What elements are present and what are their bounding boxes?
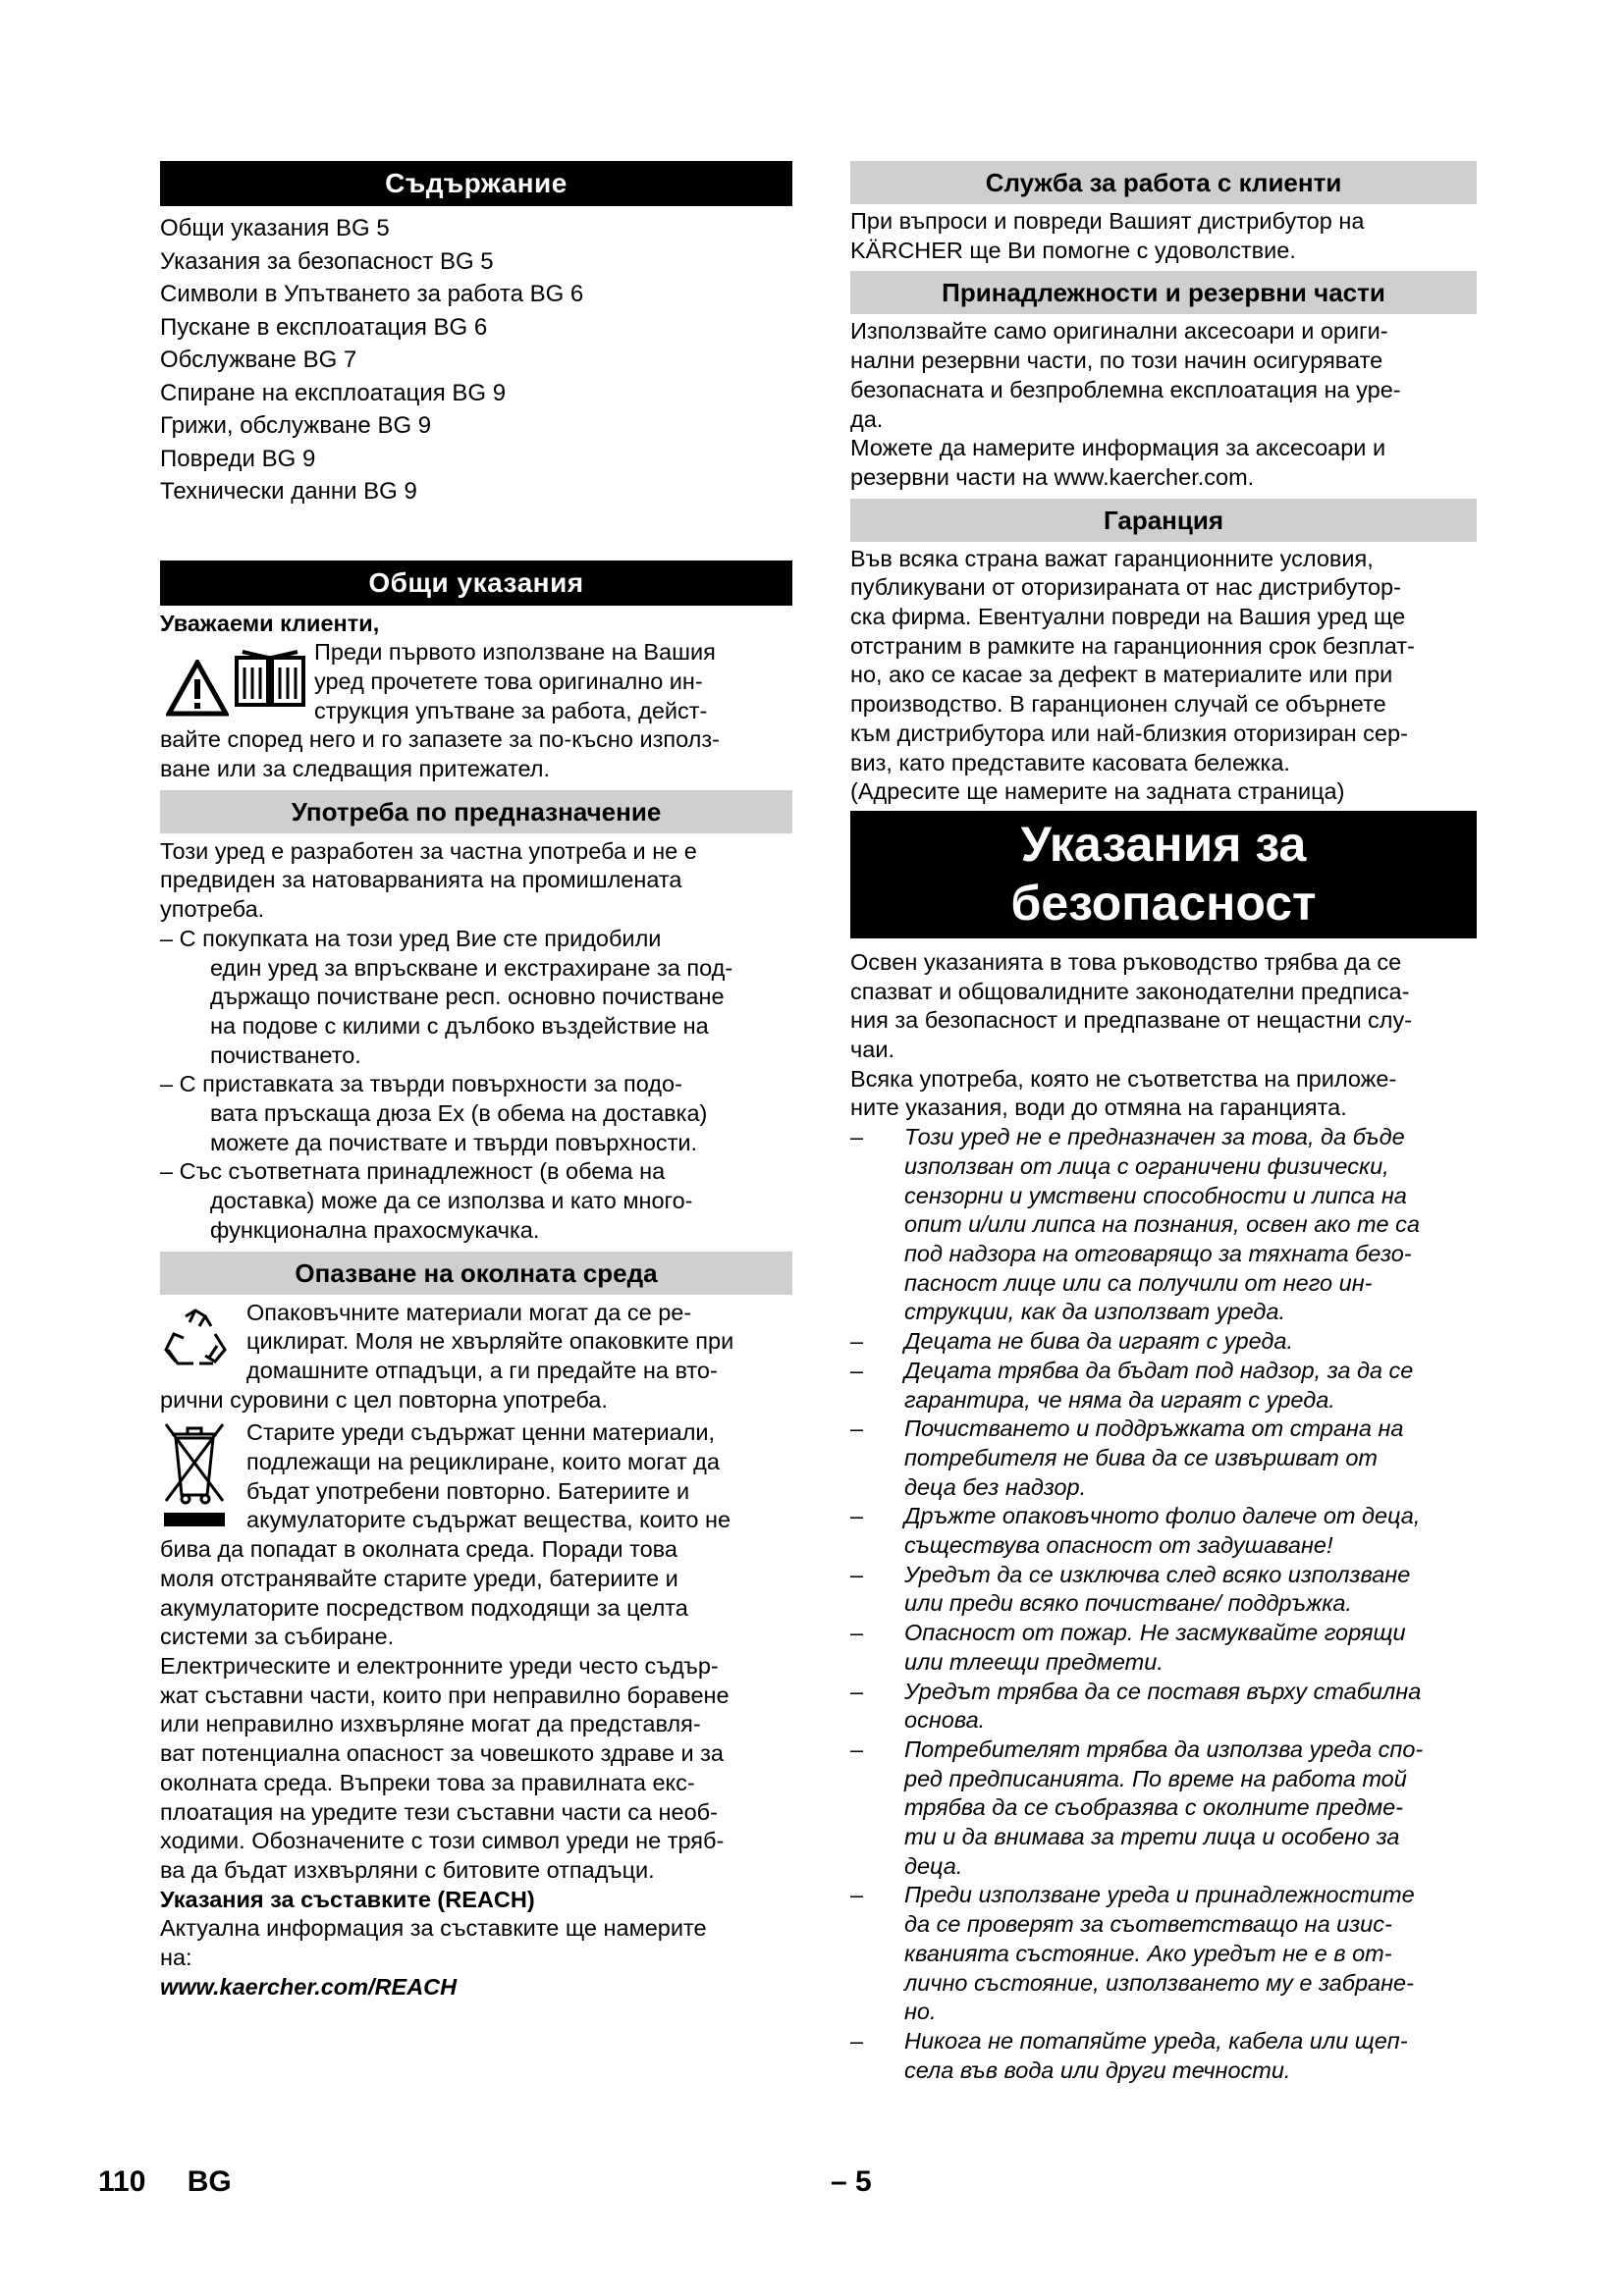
list-dash: – — [850, 1328, 864, 1355]
service-title: Служба за работа с клиенти — [850, 161, 1477, 204]
toc-item[interactable]: Технически данни BG 9 — [160, 478, 417, 505]
safety-item-line — [850, 1444, 1477, 1473]
safety-item-line — [850, 1940, 1477, 1969]
text-line: нални резервни части, по този начин осигурявате — [850, 347, 1383, 374]
toc-item[interactable]: Указания за безопасност BG 5 — [160, 247, 494, 275]
safety-title — [850, 811, 1477, 938]
intro-line: Преди първото използване на Вашия — [314, 639, 716, 666]
text-line: виз, като представите касовата бележка. — [850, 749, 1290, 775]
safety-item-line — [850, 1357, 1477, 1386]
text-line: на: — [160, 1945, 192, 1971]
text-line: Опаковъчните материали могат да се ре- — [246, 1299, 692, 1325]
list-dash: – — [850, 1678, 864, 1704]
language-code: BG — [187, 2165, 232, 2198]
safety-item-text: Уредът да се изключва след всяко използване — [904, 1561, 1411, 1587]
safety-item-text: лично състояние, използването му е забране- — [904, 1969, 1414, 1996]
safety-item-line — [850, 1735, 1477, 1765]
list-dash: – — [850, 1124, 864, 1150]
list-dash: – — [850, 1561, 864, 1587]
text-line: Старите уреди съдържат ценни материали, — [246, 1419, 716, 1446]
text-line: спазват и общовалидните законодателни предписа- — [850, 978, 1410, 1004]
toc-item[interactable]: Обслужване BG 7 — [160, 347, 357, 373]
text-line: жат съставни части, които при неправилно боравене — [160, 1682, 730, 1708]
safety-item-line — [850, 1123, 1477, 1152]
safety-item-text: Този уред не е предназначен за това, да бъде — [904, 1124, 1405, 1150]
text-line: Освен указанията в това ръководство трябва да се — [850, 948, 1402, 975]
safety-item-text: опит и/или липса на познания, освен ако те са — [904, 1211, 1420, 1238]
list-item: един уред за впръскване и екстрахиране за под- — [210, 954, 733, 981]
text-line: ват потенциална опасност за човешкото здраве и за — [160, 1740, 724, 1767]
safety-item-text: гарантира, че няма да играят с уреда. — [904, 1386, 1335, 1413]
manual-book-icon — [233, 648, 307, 711]
safety-item-line — [850, 2027, 1477, 2056]
text-line: безопасната и безпроблемна експлоатация на уре- — [850, 376, 1401, 402]
safety-item-text: да се проверят за съответстващо на изис- — [904, 1911, 1392, 1938]
safety-list — [850, 1123, 1477, 2085]
list-dash: – — [850, 1620, 864, 1646]
safety-item-text: Никога не потапяйте уреда, кабела или щеп- — [904, 2027, 1408, 2054]
safety-item-text: Потребителят трябва да използва уреда спо- — [904, 1735, 1424, 1762]
safety-item-text: сензорни и умствени способности и липса на — [904, 1182, 1407, 1208]
text-line: акумулаторите съдържат вещества, които не — [246, 1507, 731, 1533]
text-line: или неправилно изхвърляне могат да представля- — [160, 1711, 701, 1737]
safety-item-text: или тлеещи предмети. — [904, 1648, 1164, 1675]
text-line: околната среда. Въпреки това за правилната екс- — [160, 1769, 695, 1795]
text-line: резервни части на www.kaercher.com. — [850, 463, 1255, 490]
safety-item-line — [850, 1415, 1477, 1444]
text-line: Актуална информация за съставките ще намерите — [160, 1915, 707, 1942]
text-line: бива да попадат в околната среда. Поради това — [160, 1536, 677, 1563]
safety-item-text: съществува опасност от задушаване! — [904, 1532, 1333, 1559]
footer-page-center: – 5 — [831, 2165, 872, 2198]
safety-item-line — [850, 1269, 1477, 1299]
safety-item-text: Децата не бива да играят с уреда. — [904, 1328, 1294, 1355]
text-line: Всяка употреба, която не съответства на приложе- — [850, 1065, 1397, 1092]
safety-item-text: ред предписанията. По време на работа той — [904, 1765, 1407, 1791]
safety-item-text: Опасност от пожар. Не засмуквайте горящи — [904, 1620, 1406, 1646]
safety-item-text: използван от лица с ограничени физически, — [904, 1152, 1389, 1179]
safety-item-text: Уредът трябва да се поставя върху стабилна — [904, 1678, 1422, 1704]
left-column — [160, 161, 792, 2002]
text-line: KÄRCHER ще Ви помогне с удоволствие. — [850, 237, 1296, 263]
text-line: подлежащи на рециклиране, които могат да — [246, 1449, 720, 1475]
intro-line: вайте според него и го запазете за по-късно използ- — [160, 726, 720, 753]
list-item: почистването. — [210, 1041, 361, 1068]
safety-item-line — [850, 1182, 1477, 1211]
list-item: функционална прахосмукачка. — [210, 1216, 540, 1243]
toc-list — [160, 212, 792, 508]
text-line: употреба. — [160, 896, 265, 923]
safety-item-line — [850, 1648, 1477, 1678]
safety-item-text: кванията състояние. Ако уредът не е в от- — [904, 1940, 1392, 1966]
safety-item-line — [850, 1910, 1477, 1940]
safety-title-line: безопасност — [1010, 875, 1317, 931]
accessories-title: Принадлежности и резервни части — [850, 271, 1477, 314]
reach-link[interactable]: www.kaercher.com/REACH — [160, 1973, 458, 2000]
text-line: ска фирма. Евентуални повреди на Вашия уред ще — [850, 604, 1406, 630]
text-line: Електрическите и електронните уреди често съдър- — [160, 1653, 719, 1679]
safety-item-text: под надзора на отговарящо за тяхната безо- — [904, 1240, 1412, 1266]
text-line: публикувани от оторизираната от нас дистрибутор- — [850, 574, 1401, 601]
safety-item-line — [850, 1589, 1477, 1619]
footer-page-left — [98, 2165, 232, 2199]
safety-item-line — [850, 1240, 1477, 1269]
safety-item-text: Почистването и поддръжката от страна на — [904, 1415, 1404, 1442]
safety-item-text: деца без надзор. — [904, 1473, 1087, 1500]
intro-line: ване или за следващия притежател. — [160, 756, 550, 782]
text-line: (Адресите ще намерите на задната страница) — [850, 778, 1345, 805]
safety-item-text: Децата трябва да бъдат под надзор, за да се — [904, 1357, 1414, 1383]
greeting: Уважаеми клиенти, — [160, 610, 380, 636]
text-line: чаи. — [850, 1037, 894, 1063]
warranty-title: Гаранция — [850, 499, 1477, 542]
safety-item-line — [850, 1386, 1477, 1415]
safety-item-line — [850, 1152, 1477, 1182]
safety-item-text: трябва да се съобразява с околните предме- — [904, 1794, 1403, 1821]
safety-item-text: Дръжте опаковъчното фолио далече от деца, — [904, 1503, 1421, 1529]
safety-title-line: Указания за — [1020, 816, 1307, 872]
text-line: циклират. Моля не хвърляйте опаковките при — [246, 1328, 734, 1355]
text-line: системи за събиране. — [160, 1624, 395, 1650]
safety-item-line — [850, 2056, 1477, 2086]
safety-item-line — [850, 1852, 1477, 1882]
safety-item-text: ти и да внимава за трети лица и особено за — [904, 1824, 1400, 1850]
recycle-icon — [160, 1307, 231, 1375]
list-dash: – — [850, 1735, 864, 1762]
text-line: моля отстранявайте старите уреди, батериите и — [160, 1565, 678, 1591]
text-line: Можете да намерите информация за аксесоари и — [850, 435, 1386, 461]
list-item: доставка) може да се използва и като много- — [210, 1188, 693, 1214]
safety-item-line — [850, 1969, 1477, 1999]
intended-use-title: Употреба по предназначение — [160, 790, 792, 833]
toc-item[interactable]: Повреди BG 9 — [160, 445, 316, 472]
toc-item[interactable]: Спиране на експлоатация BG 9 — [160, 379, 507, 406]
list-item: – С покупката на този уред Вие сте придобили — [160, 925, 662, 951]
list-item: държащо почистване респ. основно почистване — [210, 984, 725, 1010]
safety-item-line — [850, 1327, 1477, 1357]
recycle-block — [160, 1299, 792, 1386]
safety-item-text: Преди използване уреда и принадлежностите — [904, 1882, 1415, 1908]
list-dash: – — [850, 1503, 864, 1529]
safety-item-text: струкции, как да използват уреда. — [904, 1299, 1286, 1325]
list-item: на подове с килими с дълбоко въздействие на — [210, 1012, 709, 1039]
safety-item-line — [850, 1531, 1477, 1561]
safety-item-text: села във вода или други течности. — [904, 2056, 1291, 2083]
text-line: акумулаторите посредством подходящи за целта — [160, 1594, 688, 1621]
toc-item[interactable]: Грижи, обслужване BG 9 — [160, 412, 432, 439]
list-item: – С приставката за твърди повърхности за подо- — [160, 1071, 682, 1097]
environment-title: Опазване на околната среда — [160, 1252, 792, 1295]
safety-item-text: деца. — [904, 1852, 963, 1879]
crossed-bin-icon — [160, 1418, 229, 1528]
general-title: Общи указания — [160, 561, 792, 606]
list-item: можете да почиствате и твърди повърхности. — [210, 1129, 698, 1155]
safety-item-line — [850, 1619, 1477, 1648]
safety-item-line — [850, 1298, 1477, 1327]
list-dash: – — [850, 1882, 864, 1908]
text-line: но, ако се касае за дефект в материалите или при — [850, 662, 1393, 688]
toc-item[interactable]: Пускане в експлоатация BG 6 — [160, 313, 488, 341]
text-line: Използвайте само оригинални аксесоари и ориги- — [850, 318, 1388, 345]
list-dash: – — [850, 1357, 864, 1383]
list-item: вата пръскаща дюза Ex (в обема на доставка) — [210, 1100, 708, 1127]
text-line: предвиден за натоварванията на промишлената — [160, 867, 682, 893]
safety-item-line — [850, 1765, 1477, 1794]
safety-item-text: пасност лице или са получили от него ин- — [904, 1269, 1373, 1296]
reach-title: Указания за съставките (REACH) — [160, 1886, 535, 1912]
right-column — [850, 161, 1477, 2085]
text-line: отстраним в рамките на гаранционния срок безплат- — [850, 632, 1415, 659]
toc-item[interactable]: Символи в Упътването за работа BG 6 — [160, 281, 584, 307]
text-line: бъдат употребени повторно. Батериите и — [246, 1477, 690, 1504]
safety-item-line — [850, 1678, 1477, 1707]
list-item: – Със съответната принадлежност (в обема на — [160, 1158, 666, 1185]
list-dash: – — [850, 1415, 864, 1442]
intro-block — [160, 638, 792, 725]
toc-title: Съдържание — [160, 161, 792, 206]
text-line: рични суровини с цел повторна употреба. — [160, 1386, 608, 1413]
safety-item-line — [850, 1502, 1477, 1531]
intro-line: струкция упътване за работа, дейст- — [314, 697, 708, 723]
safety-item-text: или преди всяко почистване/ поддръжка. — [904, 1590, 1352, 1617]
text-line: Във всяка страна важат гаранционните условия, — [850, 545, 1374, 571]
safety-item-line — [850, 1561, 1477, 1590]
text-line: производство. В гаранционен случай се обърнете — [850, 691, 1386, 718]
list-dash: – — [850, 2027, 864, 2054]
safety-item-line — [850, 1706, 1477, 1735]
weee-block — [160, 1418, 792, 1535]
warning-triangle-icon — [166, 660, 229, 717]
safety-item-line — [850, 1793, 1477, 1823]
intro-line: уред прочетете това оригинално ин- — [314, 667, 703, 694]
text-line: ва да бъдат изхвърляни с битовите отпадъци. — [160, 1856, 655, 1883]
text-line: При въпроси и повреди Вашият дистрибутор на — [850, 208, 1365, 234]
safety-item-line — [850, 1210, 1477, 1240]
text-line: плоатация на уредите тези съставни части са необ- — [160, 1798, 718, 1825]
intended-use-text — [160, 837, 792, 1246]
safety-item-text: но. — [904, 1999, 937, 2025]
page-number: 110 — [98, 2165, 146, 2198]
text-line: домашните отпадъци, а ги предайте на вто- — [246, 1357, 718, 1383]
text-line: да. — [850, 405, 884, 432]
text-line: ните указания, води до отмяна на гаранцията. — [850, 1095, 1347, 1121]
safety-item-line — [850, 1881, 1477, 1910]
safety-item-text: потребителя не бива да се извършват от — [904, 1444, 1378, 1470]
text-line: ходими. Обозначените с този символ уреди не тряб- — [160, 1828, 725, 1854]
safety-item-text: основа. — [904, 1707, 986, 1734]
safety-item-line — [850, 1473, 1477, 1503]
safety-item-line — [850, 1823, 1477, 1852]
text-line: Този уред е разработен за частна употреба и не е — [160, 837, 697, 864]
safety-item-line — [850, 1998, 1477, 2027]
toc-item[interactable]: Общи указания BG 5 — [160, 215, 390, 241]
text-line: ния за безопасност и предпазване от нещастни слу- — [850, 1007, 1413, 1034]
text-line: към дистрибутора или най-близкия оторизиран сер- — [850, 720, 1408, 746]
